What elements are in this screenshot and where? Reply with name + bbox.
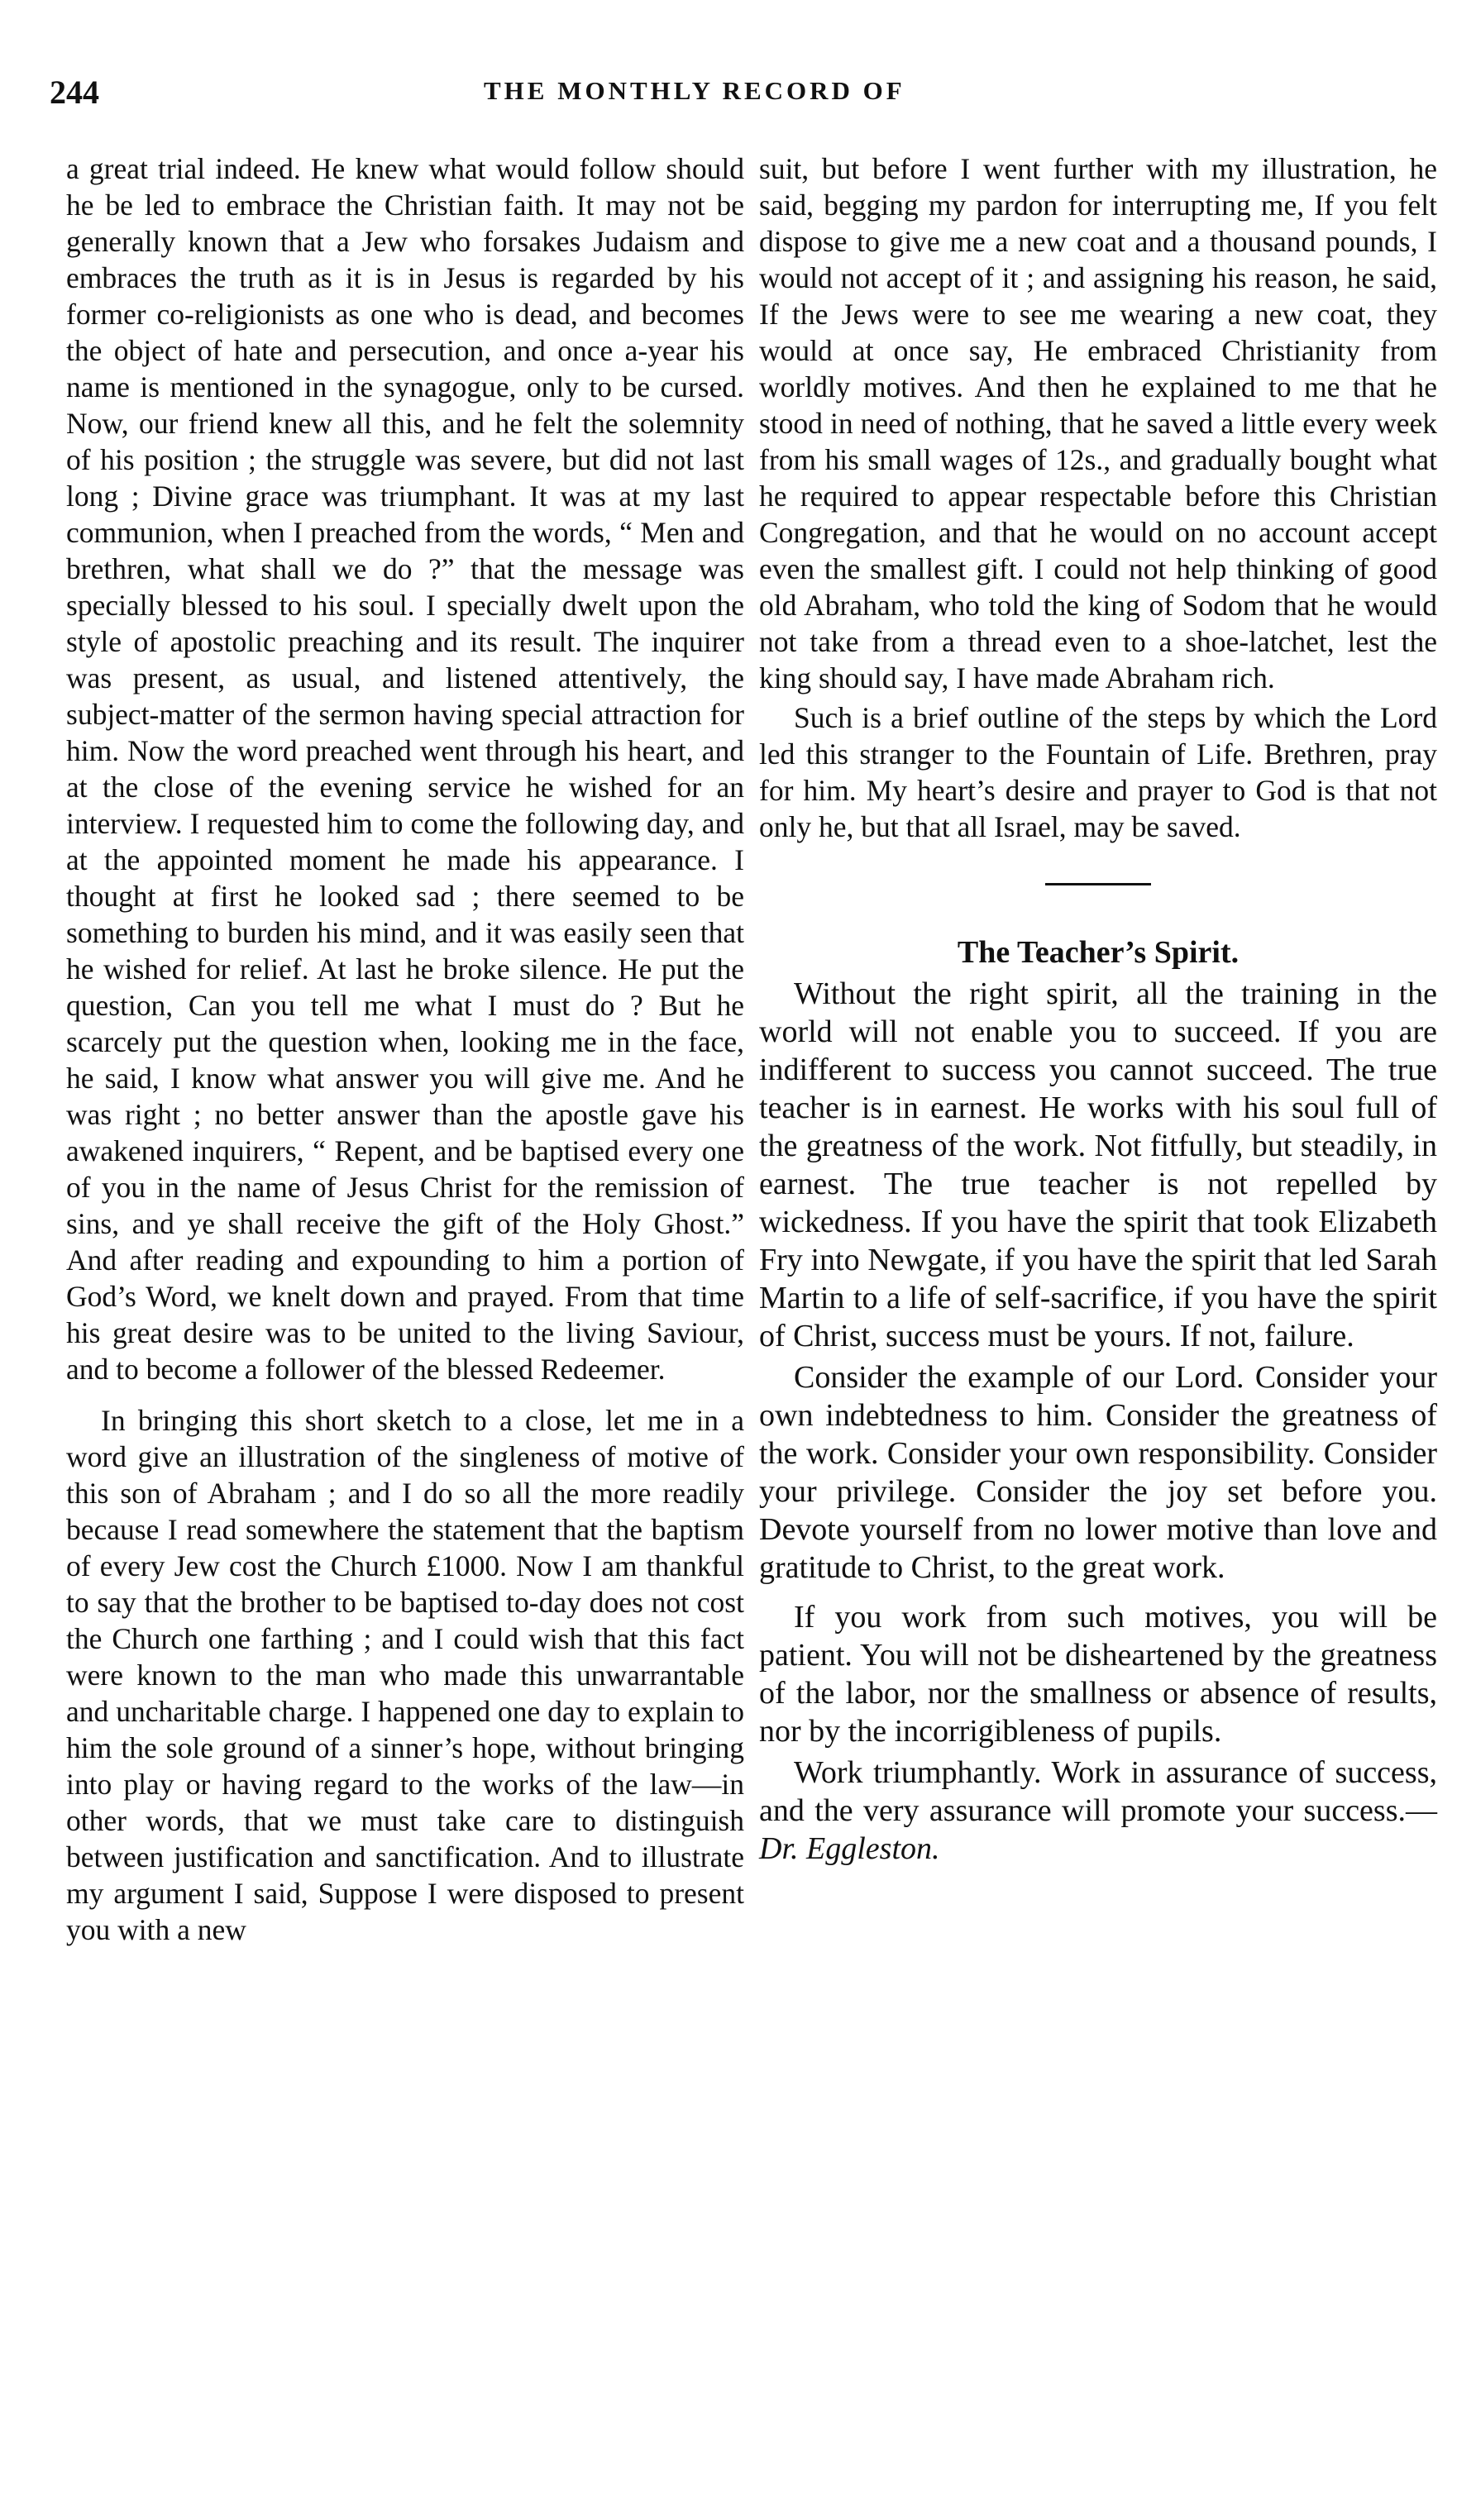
article-teachers-spirit xyxy=(759,933,1437,1868)
article-final-text: Work triumphantly. Work in assurance of success, and the very assurance will promote your success.— xyxy=(759,1755,1437,1828)
page-header xyxy=(50,73,1431,122)
attribution: Dr. Eggleston. xyxy=(759,1831,940,1866)
article-paragraph: Consider the example of our Lord. Consider your own indebtedness to him. Consider the greatness of the work. Consider your own responsibility. Consider your privilege. Consider the joy set before you. Devote yourself from no lower motive than love and gratitude to Christ, to the great work. xyxy=(759,1360,1437,1585)
article-paragraph: Without the right spirit, all the training in the world will not enable you to succeed. If you are indifferent to success you cannot succeed. The true teacher is in earnest. He works with his soul full of the greatness of the work. Not fitfully, but steadily, in earnest. The true teacher is not repelled by wickedness. If you have the spirit that took Elizabeth Fry into Newgate, if you have the spirit that led Sarah Martin to a life of self-sacrifice, if you have the spirit of Christ, success must be yours. If not, failure. xyxy=(759,976,1437,1353)
article-paragraph-final xyxy=(759,1754,1437,1868)
article-title: The Teacher’s Spirit. xyxy=(957,935,1240,970)
running-head: THE MONTHLY RECORD OF xyxy=(484,76,905,105)
right-paragraph-outline: Such is a brief outline of the steps by which the Lord led this stranger to the Fountain of Life. Brethren, pray for him. My heart’s desire and prayer to God is that not only he, but that all Israel, may be saved. xyxy=(759,701,1437,843)
page-number: 244 xyxy=(50,74,99,111)
section-divider xyxy=(1045,883,1151,885)
right-column xyxy=(759,150,1437,1868)
article-paragraph: If you work from such motives, you will be patient. You will not be disheartened by the greatness of the labor, nor the smallness or absence of results, nor by the incorrigibleness of pupils. xyxy=(759,1600,1437,1749)
right-paragraph-continued: suit, but before I went further with my illustration, he said, begging my pardon for interrupting me, If you felt dispose to give me a new coat and a thousand pounds, I would not accept of it ; and assigning his reason, he said, If the Jews were to see me wearing a new coat, they would at once say, He embraced Christianity from worldly motives. And then he explained to me that he stood in need of nothing, that he saved a little every week from his small wages of 12s., and gradually bought what he required to appear respectable before this Christian Congregation, and that he would on no account accept even the smallest gift. I could not help thinking of good old Abraham, who told the king of Sodom that he would not take from a thread even to a shoe-latchet, lest the king should say, I have made Abraham rich. xyxy=(759,152,1437,694)
left-paragraph-continued: a great trial indeed. He knew what would follow should he be led to embrace the Christian faith. It may not be generally known that a Jew who forsakes Judaism and embraces the truth as it is in Jesus is regarded by his former co-religionists as one who is dead, and becomes the object of hate and persecution, and once a-year his name is mentioned in the synagogue, only to be cursed. Now, our friend knew all this, and he felt the solemnity of his position ; the struggle was severe, but did not last long ; Divine grace was triumphant. It was at my last communion, when I preached from the words, “ Men and brethren, what shall we do ?” that the message was specially blessed to his soul. I specially dwelt upon the style of apostolic preaching and its result. The inquirer was present, as usual, and listened attentively, the subject-matter of the sermon having special attraction for him. Now the word preached went through his heart, and at the close of the evening service he wished for an interview. I requested him to come the following day, and at the appointed moment he made his appearance. I thought at first he looked sad ; there seemed to be something to burden his mind, and it was easily seen that he wished for relief. At last he broke silence. He put the question, Can you tell me what I must do ? But he scarcely put the question when, looking me in the face, he said, I know what answer you will give me. And he was right ; no better answer than the apostle gave his awakened inquirers, “ Repent, and be baptised every one of you in the name of Jesus Christ for the remission of sins, and ye shall receive the gift of the Holy Ghost.” And after reading and expounding to him a portion of God’s Word, we knelt down and prayed. From that time his great desire was to be united to the living Saviour, and to become a follower of the blessed Redeemer. xyxy=(66,152,744,1386)
left-column xyxy=(66,150,744,1948)
left-paragraph-illustration: In bringing this short sketch to a close, let me in a word give an illustration of the singleness of motive of this son of Abraham ; and I do so all the more readily because I read somewhere the statement that the baptism of every Jew cost the Church £1000. Now I am thankful to say that the brother to be baptised to-day does not cost the Church one farthing ; and I could wish that this fact were known to the man who made this unwarrantable and uncharitable charge. I happened one day to explain to him the sole ground of a sinner’s hope, without bringing into play or having regard to the works of the law—in other words, that we must take care to distinguish between justification and sanctification. And to illustrate my argument I said, Suppose I were disposed to present you with a new xyxy=(66,1404,744,1946)
